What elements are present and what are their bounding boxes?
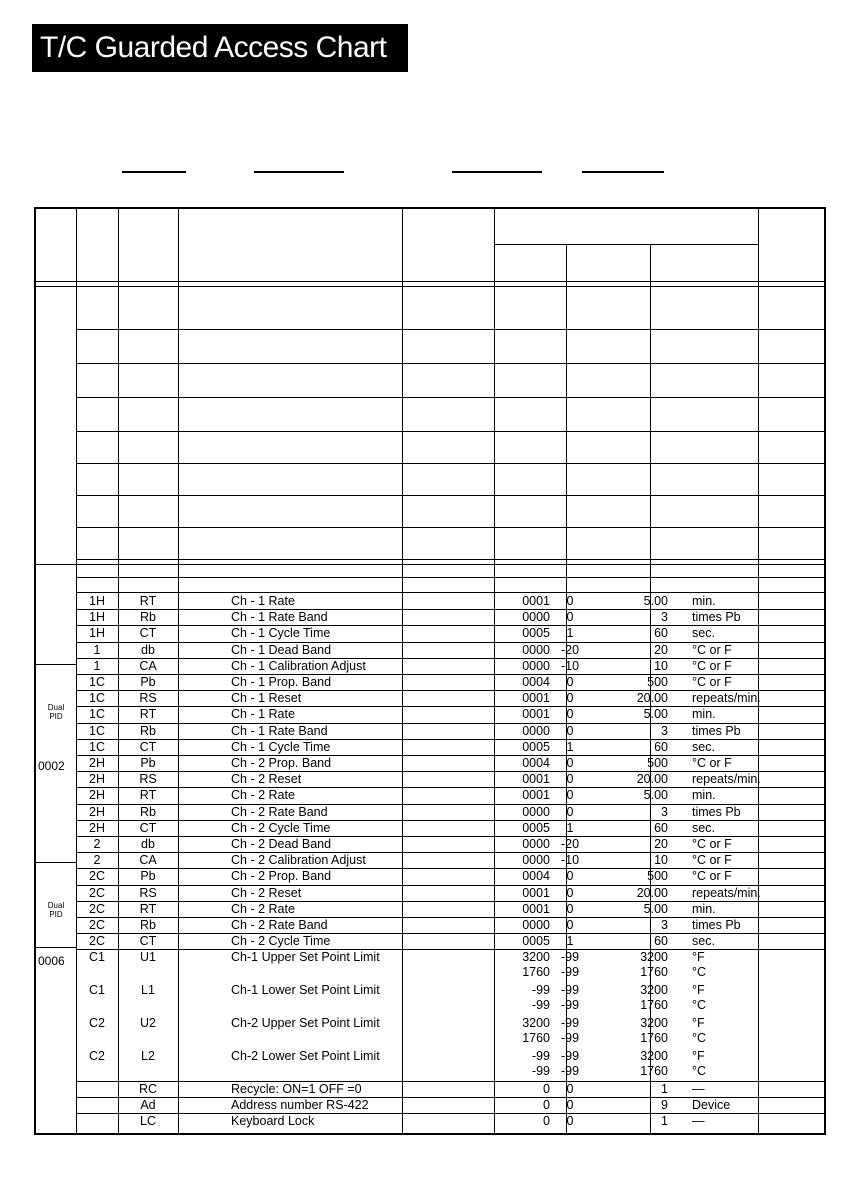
cell-submenu: 2H <box>89 788 105 803</box>
row-divider <box>76 463 824 464</box>
dual-label-line: Dual <box>47 901 65 910</box>
table-row <box>76 1097 824 1113</box>
cell-low: 1 <box>566 626 574 641</box>
table-row <box>76 771 824 787</box>
table-row <box>76 1015 824 1031</box>
cell-default: 0005 <box>522 626 550 641</box>
cell-high: 3200 <box>640 950 668 965</box>
row-divider <box>76 527 824 528</box>
cell-description: Ch - 2 Cycle Time <box>231 934 331 949</box>
dual-label-line: Dual <box>47 703 65 712</box>
cell-unit: sec. <box>692 626 715 641</box>
cell-submenu: 1C <box>89 675 105 689</box>
cell-submenu: 2H <box>89 772 105 787</box>
cell-high: 5.00 <box>643 594 668 608</box>
cell-high: 3 <box>661 918 668 932</box>
cell-low: -10 <box>560 853 580 868</box>
cell-code: RT <box>139 788 157 803</box>
cell-code: CT <box>139 820 157 835</box>
cell-low: 0 <box>566 723 574 738</box>
cell-high: 3 <box>661 723 668 738</box>
table-row <box>76 1081 824 1097</box>
cell-code: CA <box>139 853 157 868</box>
cell-low: 0 <box>566 691 574 706</box>
cell-low: 0 <box>566 901 574 916</box>
cell-submenu: 1 <box>93 642 101 657</box>
cell-low: 0 <box>566 756 574 770</box>
cell-high: 500 <box>647 869 668 884</box>
cell-high: 500 <box>647 675 668 689</box>
cell-unit: sec. <box>692 934 715 949</box>
cell-high: 5.00 <box>643 901 668 916</box>
cell-submenu: 1C <box>89 723 105 738</box>
cell-default: 0001 <box>522 901 550 916</box>
cell-unit: times Pb <box>692 918 741 932</box>
cell-unit: °F <box>692 983 705 998</box>
cell-description: Ch - 1 Cycle Time <box>231 626 331 641</box>
cell-unit: min. <box>692 788 716 803</box>
cell-high: 10 <box>654 658 668 673</box>
cell-unit: °C <box>692 998 707 1013</box>
cell-code: L1 <box>141 983 155 998</box>
cell-default: -99 <box>531 983 550 998</box>
cell-default: 0001 <box>522 594 550 608</box>
cell-high: 60 <box>654 820 668 835</box>
cell-description: Ch-2 Lower Set Point Limit <box>231 1049 380 1064</box>
cell-description: Ch - 2 Rate <box>231 788 295 803</box>
cell-low: 0 <box>566 772 574 787</box>
cell-default: 3200 <box>522 1016 550 1031</box>
cell-high: 20.00 <box>636 691 668 706</box>
dual-pid-label-1 <box>42 703 70 721</box>
cell-low: -99 <box>560 950 580 965</box>
cell-low: -99 <box>560 998 580 1013</box>
cell-default: 0000 <box>522 804 550 819</box>
cell-high: 20 <box>654 642 668 657</box>
table-row <box>76 690 824 706</box>
cell-low: 0 <box>566 869 574 884</box>
cell-low: 0 <box>566 885 574 900</box>
row-divider <box>76 559 824 560</box>
cell-unit: °C or F <box>692 869 732 884</box>
cell-high: 3200 <box>640 983 668 998</box>
table-row <box>76 917 824 933</box>
cell-code: RS <box>139 691 157 706</box>
cell-low: 0 <box>566 594 574 608</box>
cell-description: Recycle: ON=1 OFF =0 <box>231 1082 362 1097</box>
cell-description: Ch - 1 Cycle Time <box>231 739 331 754</box>
cell-high: 60 <box>654 934 668 949</box>
cell-high: 500 <box>647 756 668 770</box>
access-chart-table <box>34 207 826 1135</box>
cell-description: Ch - 2 Calibration Adjust <box>231 853 366 868</box>
cell-high: 1760 <box>640 1031 668 1046</box>
cell-description: Ch - 2 Cycle Time <box>231 820 331 835</box>
cell-code: Pb <box>140 869 156 884</box>
table-row <box>76 593 824 609</box>
cell-default: 0001 <box>522 885 550 900</box>
cell-description: Ch - 2 Rate <box>231 901 295 916</box>
cell-high: 60 <box>654 739 668 754</box>
cell-submenu: 1H <box>89 594 105 608</box>
cell-default: 0000 <box>522 723 550 738</box>
cell-low: -99 <box>560 1016 580 1031</box>
cell-unit: °C or F <box>692 658 732 673</box>
group-code-0002: 0002 <box>38 759 65 773</box>
cell-code: RT <box>139 901 157 916</box>
table-row <box>76 804 824 820</box>
cell-submenu: C1 <box>89 983 105 998</box>
cell-description: Ch - 2 Rate Band <box>231 918 328 932</box>
cell-high: 5.00 <box>643 788 668 803</box>
table-row <box>76 723 824 739</box>
cell-submenu: 1H <box>89 626 105 641</box>
cell-unit: repeats/min. <box>692 691 761 706</box>
cell-code: LC <box>140 1114 156 1129</box>
cell-low: 0 <box>566 1082 574 1097</box>
cell-default: 0000 <box>522 837 550 851</box>
cell-submenu: 2C <box>89 918 105 932</box>
cell-description: Ch - 2 Dead Band <box>231 837 332 851</box>
group-code-0006: 0006 <box>38 954 65 968</box>
cell-unit: °C or F <box>692 642 732 657</box>
cell-code: db <box>141 837 155 851</box>
cell-default: 0001 <box>522 772 550 787</box>
cell-high: 20 <box>654 837 668 851</box>
cell-low: -10 <box>560 658 580 673</box>
form-blank-3 <box>452 171 542 173</box>
cell-description: Ch - 1 Rate Band <box>231 723 328 738</box>
group-divider <box>36 947 76 948</box>
cell-high: 1760 <box>640 1064 668 1079</box>
cell-high: 60 <box>654 626 668 641</box>
cell-description: Ch - 2 Reset <box>231 885 302 900</box>
cell-unit: °C <box>692 1031 707 1046</box>
cell-code: CT <box>139 739 157 754</box>
cell-low: 1 <box>566 739 574 754</box>
cell-default: 0000 <box>522 610 550 625</box>
cell-low: -99 <box>560 965 580 980</box>
cell-code: db <box>141 642 155 657</box>
cell-low: 0 <box>566 804 574 819</box>
cell-submenu: 1 <box>93 658 101 673</box>
cell-unit: °C <box>692 965 707 980</box>
cell-default: 0004 <box>522 756 550 770</box>
header-bottom-line <box>36 286 824 287</box>
cell-submenu: 1H <box>89 610 105 625</box>
cell-default: 0000 <box>522 658 550 673</box>
cell-code: Pb <box>140 675 156 689</box>
table-row <box>76 885 824 901</box>
cell-submenu: 2 <box>93 837 101 851</box>
cell-unit: min. <box>692 901 716 916</box>
cell-description: Ch - 1 Prop. Band <box>231 675 332 689</box>
cell-unit: °C or F <box>692 853 732 868</box>
cell-low: -20 <box>560 837 580 851</box>
table-row <box>76 706 824 722</box>
form-blank-1 <box>122 171 186 173</box>
cell-code: Rb <box>140 804 156 819</box>
cell-high: 20.00 <box>636 885 668 900</box>
cell-default: 0000 <box>522 642 550 657</box>
cell-default: -99 <box>531 998 550 1013</box>
cell-submenu: C1 <box>89 950 105 965</box>
cell-code: U2 <box>140 1016 156 1031</box>
cell-submenu: 1C <box>89 691 105 706</box>
cell-low: -99 <box>560 1064 580 1079</box>
table-row-continued <box>76 1030 824 1046</box>
cell-code: RC <box>138 1082 158 1097</box>
row-divider <box>76 431 824 432</box>
range-header-divider <box>494 244 758 245</box>
table-row <box>76 739 824 755</box>
table-row <box>76 868 824 884</box>
cell-low: -20 <box>560 642 580 657</box>
cell-high: 5.00 <box>643 707 668 722</box>
cell-submenu: 1C <box>89 739 105 754</box>
cell-code: CT <box>139 626 157 641</box>
cell-description: Ch - 1 Calibration Adjust <box>231 658 366 673</box>
cell-code: Rb <box>140 610 156 625</box>
group-divider <box>36 664 76 665</box>
cell-code: CT <box>139 934 157 949</box>
cell-default: 0004 <box>522 675 550 689</box>
cell-unit: min. <box>692 707 716 722</box>
cell-description: Ch - 2 Prop. Band <box>231 756 332 770</box>
cell-default: 0 <box>543 1082 550 1097</box>
cell-default: 1760 <box>522 1031 550 1046</box>
group-divider <box>36 564 76 565</box>
cell-default: 0001 <box>522 788 550 803</box>
cell-default: 0005 <box>522 820 550 835</box>
cell-code: RT <box>139 707 157 722</box>
cell-code: RT <box>139 594 157 608</box>
cell-unit: °F <box>692 1016 705 1031</box>
cell-unit: — <box>692 1082 705 1097</box>
cell-submenu: 1C <box>89 707 105 722</box>
cell-default: 0005 <box>522 934 550 949</box>
cell-high: 3 <box>661 610 668 625</box>
table-row-continued <box>76 1063 824 1079</box>
cell-high: 10 <box>654 853 668 868</box>
header-bottom-line <box>36 281 824 282</box>
cell-submenu: 2C <box>89 885 105 900</box>
cell-low: 0 <box>566 610 574 625</box>
cell-high: 1760 <box>640 998 668 1013</box>
table-row-continued <box>76 964 824 980</box>
cell-high: 3200 <box>640 1016 668 1031</box>
form-blank-2 <box>254 171 344 173</box>
cell-submenu: 2H <box>89 820 105 835</box>
cell-low: -99 <box>560 1049 580 1064</box>
cell-high: 1 <box>661 1114 668 1129</box>
row-divider <box>76 564 824 565</box>
cell-low: 1 <box>566 934 574 949</box>
table-row <box>76 658 824 674</box>
cell-unit: °F <box>692 950 705 965</box>
cell-description: Ch - 1 Rate <box>231 594 295 608</box>
cell-low: 0 <box>566 675 574 689</box>
cell-unit: times Pb <box>692 804 741 819</box>
table-row <box>76 642 824 658</box>
cell-default: -99 <box>531 1064 550 1079</box>
cell-high: 1 <box>661 1082 668 1097</box>
row-divider <box>76 397 824 398</box>
cell-code: L2 <box>141 1049 155 1064</box>
cell-description: Ch - 2 Prop. Band <box>231 869 332 884</box>
table-row <box>76 852 824 868</box>
cell-submenu: 2C <box>89 901 105 916</box>
cell-default: -99 <box>531 1049 550 1064</box>
row-divider <box>76 329 824 330</box>
cell-description: Keyboard Lock <box>231 1114 315 1129</box>
cell-submenu: C2 <box>89 1049 105 1064</box>
cell-submenu: 2 <box>93 853 101 868</box>
cell-description: Ch - 1 Rate Band <box>231 610 328 625</box>
cell-default: 0004 <box>522 869 550 884</box>
cell-high: 20.00 <box>636 772 668 787</box>
cell-unit: — <box>692 1114 705 1129</box>
table-row <box>76 755 824 771</box>
cell-low: 0 <box>566 707 574 722</box>
cell-default: 0 <box>543 1114 550 1129</box>
group-divider <box>36 862 76 863</box>
cell-code: Rb <box>140 723 156 738</box>
table-row <box>76 933 824 949</box>
table-row <box>76 820 824 836</box>
cell-high: 3200 <box>640 1049 668 1064</box>
cell-submenu: C2 <box>89 1016 105 1031</box>
pid-label-line: PID <box>49 712 63 721</box>
cell-low: 0 <box>566 1114 574 1129</box>
dual-pid-label-2 <box>42 901 70 919</box>
cell-code: Ad <box>140 1098 156 1113</box>
row-divider <box>76 495 824 496</box>
cell-low: -99 <box>560 983 580 998</box>
cell-unit: °C or F <box>692 756 732 770</box>
table-row <box>76 836 824 852</box>
cell-code: RS <box>139 885 157 900</box>
cell-description: Address number RS-422 <box>231 1098 369 1113</box>
cell-description: Ch-2 Upper Set Point Limit <box>231 1016 380 1031</box>
table-row <box>76 625 824 641</box>
row-divider <box>76 363 824 364</box>
cell-low: 0 <box>566 918 574 932</box>
cell-description: Ch-1 Upper Set Point Limit <box>231 950 380 965</box>
table-row <box>76 1113 824 1129</box>
table-row <box>76 609 824 625</box>
cell-default: 0005 <box>522 739 550 754</box>
cell-default: 3200 <box>522 950 550 965</box>
cell-unit: repeats/min. <box>692 885 761 900</box>
cell-code: Pb <box>140 756 156 770</box>
table-row <box>76 1048 824 1064</box>
cell-default: 1760 <box>522 965 550 980</box>
table-row <box>76 982 824 998</box>
cell-code: CA <box>139 658 157 673</box>
cell-submenu: 2H <box>89 756 105 770</box>
cell-description: Ch - 2 Rate Band <box>231 804 328 819</box>
cell-unit: °C or F <box>692 837 732 851</box>
table-row <box>76 787 824 803</box>
cell-code: U1 <box>140 950 156 965</box>
page-title: T/C Guarded Access Chart <box>32 24 408 72</box>
cell-high: 3 <box>661 804 668 819</box>
cell-description: Ch-1 Lower Set Point Limit <box>231 983 380 998</box>
cell-low: -99 <box>560 1031 580 1046</box>
cell-default: 0001 <box>522 707 550 722</box>
cell-unit: sec. <box>692 739 715 754</box>
cell-description: Ch - 1 Rate <box>231 707 295 722</box>
cell-unit: times Pb <box>692 610 741 625</box>
cell-high: 9 <box>661 1098 668 1113</box>
cell-unit: °C <box>692 1064 707 1079</box>
table-row <box>76 949 824 965</box>
cell-submenu: 2H <box>89 804 105 819</box>
cell-default: 0000 <box>522 853 550 868</box>
cell-unit: sec. <box>692 820 715 835</box>
cell-low: 0 <box>566 788 574 803</box>
cell-default: 0000 <box>522 918 550 932</box>
form-blank-4 <box>582 171 664 173</box>
cell-low: 0 <box>566 1098 574 1113</box>
table-row-continued <box>76 997 824 1013</box>
cell-unit: repeats/min. <box>692 772 761 787</box>
table-row <box>76 674 824 690</box>
cell-unit: °C or F <box>692 675 732 689</box>
cell-unit: °F <box>692 1049 705 1064</box>
cell-unit: times Pb <box>692 723 741 738</box>
cell-default: 0 <box>543 1098 550 1113</box>
cell-code: RS <box>139 772 157 787</box>
cell-high: 1760 <box>640 965 668 980</box>
pid-label-line: PID <box>49 910 63 919</box>
cell-description: Ch - 1 Reset <box>231 691 302 706</box>
cell-description: Ch - 1 Dead Band <box>231 642 332 657</box>
cell-unit: min. <box>692 594 716 608</box>
cell-description: Ch - 2 Reset <box>231 772 302 787</box>
cell-submenu: 2C <box>89 869 105 884</box>
table-row <box>76 901 824 917</box>
row-divider <box>76 577 824 578</box>
cell-low: 1 <box>566 820 574 835</box>
cell-default: 0001 <box>522 691 550 706</box>
cell-unit: Device <box>692 1098 731 1113</box>
cell-code: Rb <box>140 918 156 932</box>
cell-submenu: 2C <box>89 934 105 949</box>
